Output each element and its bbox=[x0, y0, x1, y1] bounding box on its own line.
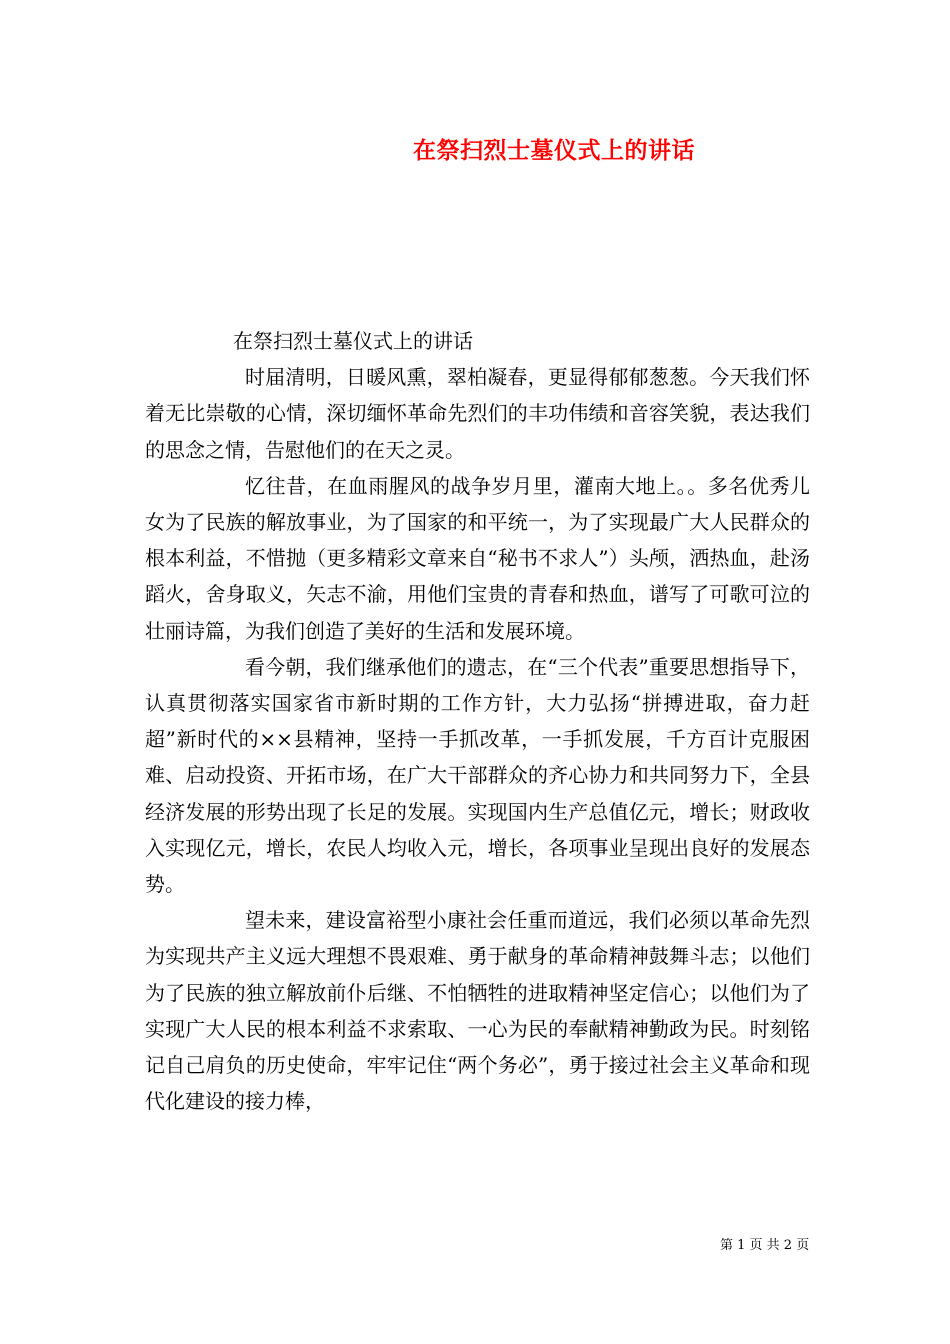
page-footer: 第 1 页 共 2 页 bbox=[720, 1238, 810, 1253]
paragraph: 看今朝，我们继承他们的遗志，在“三个代表”重要思想指导下，认真贯彻落实国家省市新时期的工作方针，大力弘扬“拼搏进取，奋力赶超”新时代的××县精神，坚持一手抓改革，一手抓发展，千方百计克服困难、启动投资、开拓市场，在广大干部群众的齐心协力和共同努力下，全县经济发展的形势出现了长足的发展。实现国内生产总值亿元，增长；财政收入实现亿元，增长，农民人均收入元，增长，各项事业呈现出良好的发展态势。 bbox=[145, 654, 810, 897]
paragraph: 时届清明，日暖风熏，翠柏凝春，更显得郁郁葱葱。今天我们怀着无比崇敬的心情，深切缅怀革命先烈们的丰功伟绩和音容笑貌，表达我们的思念之情，告慰他们的在天之灵。 bbox=[145, 365, 810, 462]
page-title: 在祭扫烈士墓仪式上的讲话 bbox=[413, 137, 695, 164]
document-subtitle: 在祭扫烈士墓仪式上的讲话 bbox=[233, 329, 473, 353]
paragraph: 忆往昔，在血雨腥风的战争岁月里，灌南大地上。。多名优秀儿女为了民族的解放事业，为了国家的和平统一，为了实现最广大人民群众的根本利益，不惜抛（更多精彩文章来自“秘书不求人”）头颅，洒热血，赴汤蹈火，舍身取义，矢志不渝，用他们宝贵的青春和热血，谱写了可歌可泣的壮丽诗篇，为我们创造了美好的生活和发展环境。 bbox=[145, 473, 810, 643]
paragraph: 望未来，建设富裕型小康社会任重而道远，我们必须以革命先烈为实现共产主义远大理想不畏艰难、勇于献身的革命精神鼓舞斗志；以他们为了民族的独立解放前仆后继、不怕牺牲的进取精神坚定信心；以他们为了实现广大人民的根本利益不求索取、一心为民的奉献精神勤政为民。时刻铭记自己肩负的历史使命，牢牢记住“两个务必”，勇于接过社会主义革命和现代化建设的接力棒， bbox=[145, 908, 810, 1114]
document-body bbox=[145, 323, 810, 1119]
